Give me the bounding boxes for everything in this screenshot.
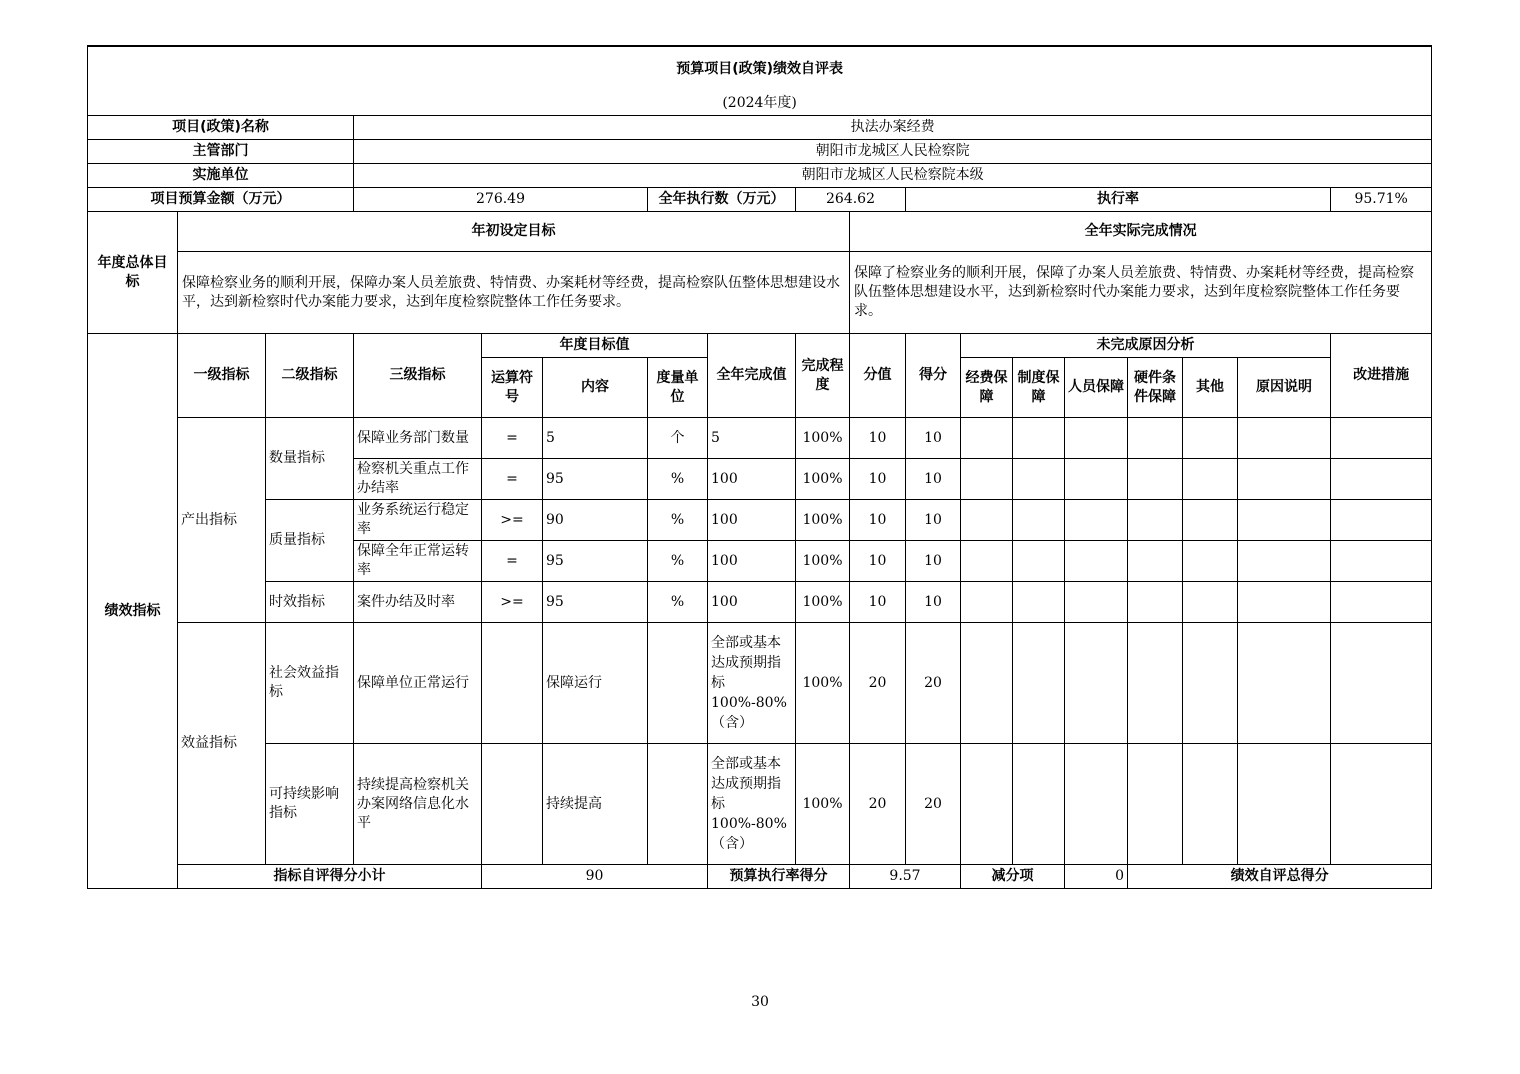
indicator-name: 案件办结及时率 bbox=[354, 582, 482, 623]
empty-cell bbox=[1128, 500, 1183, 541]
empty-cell bbox=[1128, 418, 1183, 459]
indicator-weight: 10 bbox=[850, 500, 906, 541]
indicator-weight: 20 bbox=[850, 623, 906, 744]
indicator-degree: 100% bbox=[796, 582, 850, 623]
deduct-label: 减分项 bbox=[961, 865, 1065, 889]
executed-value: 264.62 bbox=[796, 188, 906, 212]
indicator-operator: = bbox=[482, 541, 543, 582]
header-content: 内容 bbox=[543, 358, 648, 418]
indicator-weight: 10 bbox=[850, 582, 906, 623]
budget-score-value: 9.57 bbox=[850, 865, 961, 889]
header-reason: 原因说明 bbox=[1238, 358, 1331, 418]
indicator-actual: 100 bbox=[708, 541, 796, 582]
empty-cell bbox=[1013, 623, 1065, 744]
indicator-degree: 100% bbox=[796, 418, 850, 459]
indicator-content: 95 bbox=[543, 541, 648, 582]
empty-cell bbox=[1183, 459, 1238, 500]
indicator-weight: 10 bbox=[850, 418, 906, 459]
initial-goal-header: 年初设定目标 bbox=[178, 212, 850, 252]
subtotal-label: 指标自评得分小计 bbox=[178, 865, 482, 889]
indicator-weight: 20 bbox=[850, 744, 906, 865]
indicator-content: 90 bbox=[543, 500, 648, 541]
indicator-content: 95 bbox=[543, 582, 648, 623]
indicator-name: 检察机关重点工作办结率 bbox=[354, 459, 482, 500]
empty-cell bbox=[1065, 744, 1128, 865]
table-row bbox=[88, 623, 1432, 744]
group-timeliness: 时效指标 bbox=[266, 582, 354, 623]
empty-cell bbox=[1183, 418, 1238, 459]
group-social: 社会效益指标 bbox=[266, 623, 354, 744]
empty-cell bbox=[1065, 582, 1128, 623]
budget-score-label: 预算执行率得分 bbox=[708, 865, 850, 889]
indicator-unit: % bbox=[648, 459, 708, 500]
budget-value: 276.49 bbox=[354, 188, 648, 212]
indicator-degree: 100% bbox=[796, 500, 850, 541]
indicator-name: 保障单位正常运行 bbox=[354, 623, 482, 744]
empty-cell bbox=[961, 459, 1013, 500]
empty-cell bbox=[1128, 582, 1183, 623]
empty-cell bbox=[1331, 459, 1432, 500]
actual-goal-header: 全年实际完成情况 bbox=[850, 212, 1432, 252]
table-row bbox=[88, 500, 1432, 541]
table-row bbox=[88, 418, 1432, 459]
indicator-unit bbox=[648, 744, 708, 865]
empty-cell bbox=[1013, 582, 1065, 623]
indicator-name: 保障全年正常运转率 bbox=[354, 541, 482, 582]
dept-label: 主管部门 bbox=[88, 140, 354, 164]
empty-cell bbox=[1183, 541, 1238, 582]
evaluation-table bbox=[87, 45, 1432, 889]
empty-cell bbox=[1183, 500, 1238, 541]
header-level1: 一级指标 bbox=[178, 334, 266, 418]
table-row bbox=[88, 582, 1432, 623]
indicator-name: 保障业务部门数量 bbox=[354, 418, 482, 459]
indicator-score: 10 bbox=[906, 418, 961, 459]
empty-cell bbox=[1238, 623, 1331, 744]
goal-section-label: 年度总体目标 bbox=[88, 212, 178, 334]
header-reason-group: 未完成原因分析 bbox=[961, 334, 1331, 358]
indicator-operator bbox=[482, 623, 543, 744]
empty-cell bbox=[961, 582, 1013, 623]
empty-cell bbox=[1013, 418, 1065, 459]
empty-cell bbox=[1128, 459, 1183, 500]
year-label: (2024年度) bbox=[88, 91, 1432, 116]
header-actual: 全年完成值 bbox=[708, 334, 796, 418]
empty-cell bbox=[1128, 541, 1183, 582]
empty-cell bbox=[1013, 500, 1065, 541]
actual-goal-text: 保障了检察业务的顺利开展，保障了办案人员差旅费、特情费、办案耗材等经费，提高检察队伍整体思想建设水平，达到新检察时代办案能力要求，达到年度检察院整体工作任务要求。 bbox=[850, 252, 1432, 334]
indicator-actual: 100 bbox=[708, 459, 796, 500]
empty-cell bbox=[1128, 744, 1183, 865]
indicator-score: 10 bbox=[906, 541, 961, 582]
indicator-unit: 个 bbox=[648, 418, 708, 459]
header-score: 得分 bbox=[906, 334, 961, 418]
page-number: 30 bbox=[751, 994, 769, 1010]
project-name-label: 项目(政策)名称 bbox=[88, 116, 354, 140]
indicator-name: 业务系统运行稳定率 bbox=[354, 500, 482, 541]
budget-label: 项目预算金额（万元） bbox=[88, 188, 354, 212]
empty-cell bbox=[1331, 418, 1432, 459]
header-unit: 度量单位 bbox=[648, 358, 708, 418]
empty-cell bbox=[1331, 500, 1432, 541]
empty-cell bbox=[1065, 500, 1128, 541]
header-improve: 改进措施 bbox=[1331, 334, 1432, 418]
indicator-unit bbox=[648, 623, 708, 744]
group-quantity: 数量指标 bbox=[266, 418, 354, 500]
empty-cell bbox=[1238, 744, 1331, 865]
indicator-content: 持续提高 bbox=[543, 744, 648, 865]
indicator-actual: 100 bbox=[708, 500, 796, 541]
header-fund: 经费保障 bbox=[961, 358, 1013, 418]
unit-label: 实施单位 bbox=[88, 164, 354, 188]
group-benefit: 效益指标 bbox=[178, 623, 266, 865]
empty-cell bbox=[1065, 623, 1128, 744]
empty-cell bbox=[1238, 541, 1331, 582]
indicator-content: 5 bbox=[543, 418, 648, 459]
empty-cell bbox=[1238, 582, 1331, 623]
page-title: 预算项目(政策)绩效自评表 bbox=[88, 46, 1432, 91]
project-name-value: 执法办案经费 bbox=[354, 116, 1432, 140]
deduct-value: 0 bbox=[1065, 865, 1128, 889]
header-target-group: 年度目标值 bbox=[482, 334, 708, 358]
indicator-content: 95 bbox=[543, 459, 648, 500]
indicator-weight: 10 bbox=[850, 541, 906, 582]
empty-cell bbox=[1065, 541, 1128, 582]
indicator-unit: % bbox=[648, 582, 708, 623]
empty-cell bbox=[1128, 623, 1183, 744]
dept-value: 朝阳市龙城区人民检察院 bbox=[354, 140, 1432, 164]
indicator-degree: 100% bbox=[796, 459, 850, 500]
indicator-operator: = bbox=[482, 459, 543, 500]
header-hardware: 硬件条件保障 bbox=[1128, 358, 1183, 418]
indicator-name: 持续提高检察机关办案网络信息化水平 bbox=[354, 744, 482, 865]
empty-cell bbox=[1238, 459, 1331, 500]
self-evaluation-sheet bbox=[87, 45, 1432, 889]
indicator-unit: % bbox=[648, 541, 708, 582]
empty-cell bbox=[961, 500, 1013, 541]
empty-cell bbox=[1331, 582, 1432, 623]
indicator-operator: = bbox=[482, 418, 543, 459]
initial-goal-text: 保障检察业务的顺利开展，保障办案人员差旅费、特情费、办案耗材等经费，提高检察队伍整体思想建设水平，达到新检察时代办案能力要求，达到年度检察院整体工作任务要求。 bbox=[178, 252, 850, 334]
unit-value: 朝阳市龙城区人民检察院本级 bbox=[354, 164, 1432, 188]
empty-cell bbox=[961, 744, 1013, 865]
indicator-degree: 100% bbox=[796, 623, 850, 744]
header-other: 其他 bbox=[1183, 358, 1238, 418]
indicator-degree: 100% bbox=[796, 541, 850, 582]
empty-cell bbox=[1065, 459, 1128, 500]
indicator-actual: 全部或基本达成预期指标100%-80%（含） bbox=[708, 623, 796, 744]
indicator-score: 10 bbox=[906, 582, 961, 623]
indicator-operator bbox=[482, 744, 543, 865]
header-system: 制度保障 bbox=[1013, 358, 1065, 418]
empty-cell bbox=[1238, 500, 1331, 541]
empty-cell bbox=[1183, 582, 1238, 623]
indicator-score: 10 bbox=[906, 459, 961, 500]
empty-cell bbox=[1013, 744, 1065, 865]
indicator-score: 20 bbox=[906, 744, 961, 865]
total-label: 绩效自评总得分 bbox=[1128, 865, 1432, 889]
indicator-section-label: 绩效指标 bbox=[88, 334, 178, 889]
empty-cell bbox=[1331, 744, 1432, 865]
indicator-actual: 5 bbox=[708, 418, 796, 459]
group-sustain: 可持续影响指标 bbox=[266, 744, 354, 865]
group-quality: 质量指标 bbox=[266, 500, 354, 582]
header-operator: 运算符号 bbox=[482, 358, 543, 418]
rate-label: 执行率 bbox=[906, 188, 1331, 212]
empty-cell bbox=[1238, 418, 1331, 459]
indicator-operator: >= bbox=[482, 500, 543, 541]
empty-cell bbox=[1065, 418, 1128, 459]
indicator-score: 10 bbox=[906, 500, 961, 541]
indicator-weight: 10 bbox=[850, 459, 906, 500]
indicator-operator: >= bbox=[482, 582, 543, 623]
header-level2: 二级指标 bbox=[266, 334, 354, 418]
empty-cell bbox=[1183, 744, 1238, 865]
empty-cell bbox=[1013, 541, 1065, 582]
indicator-actual: 100 bbox=[708, 582, 796, 623]
group-output: 产出指标 bbox=[178, 418, 266, 623]
empty-cell bbox=[961, 418, 1013, 459]
indicator-unit: % bbox=[648, 500, 708, 541]
header-degree: 完成程度 bbox=[796, 334, 850, 418]
header-weight: 分值 bbox=[850, 334, 906, 418]
empty-cell bbox=[1183, 623, 1238, 744]
indicator-score: 20 bbox=[906, 623, 961, 744]
executed-label: 全年执行数（万元） bbox=[648, 188, 796, 212]
header-level3: 三级指标 bbox=[354, 334, 482, 418]
table-row bbox=[88, 744, 1432, 865]
empty-cell bbox=[961, 541, 1013, 582]
indicator-degree: 100% bbox=[796, 744, 850, 865]
indicator-content: 保障运行 bbox=[543, 623, 648, 744]
empty-cell bbox=[961, 623, 1013, 744]
empty-cell bbox=[1331, 541, 1432, 582]
empty-cell bbox=[1331, 623, 1432, 744]
header-staff: 人员保障 bbox=[1065, 358, 1128, 418]
rate-value: 95.71% bbox=[1331, 188, 1432, 212]
subtotal-value: 90 bbox=[482, 865, 708, 889]
indicator-actual: 全部或基本达成预期指标100%-80%（含） bbox=[708, 744, 796, 865]
empty-cell bbox=[1013, 459, 1065, 500]
